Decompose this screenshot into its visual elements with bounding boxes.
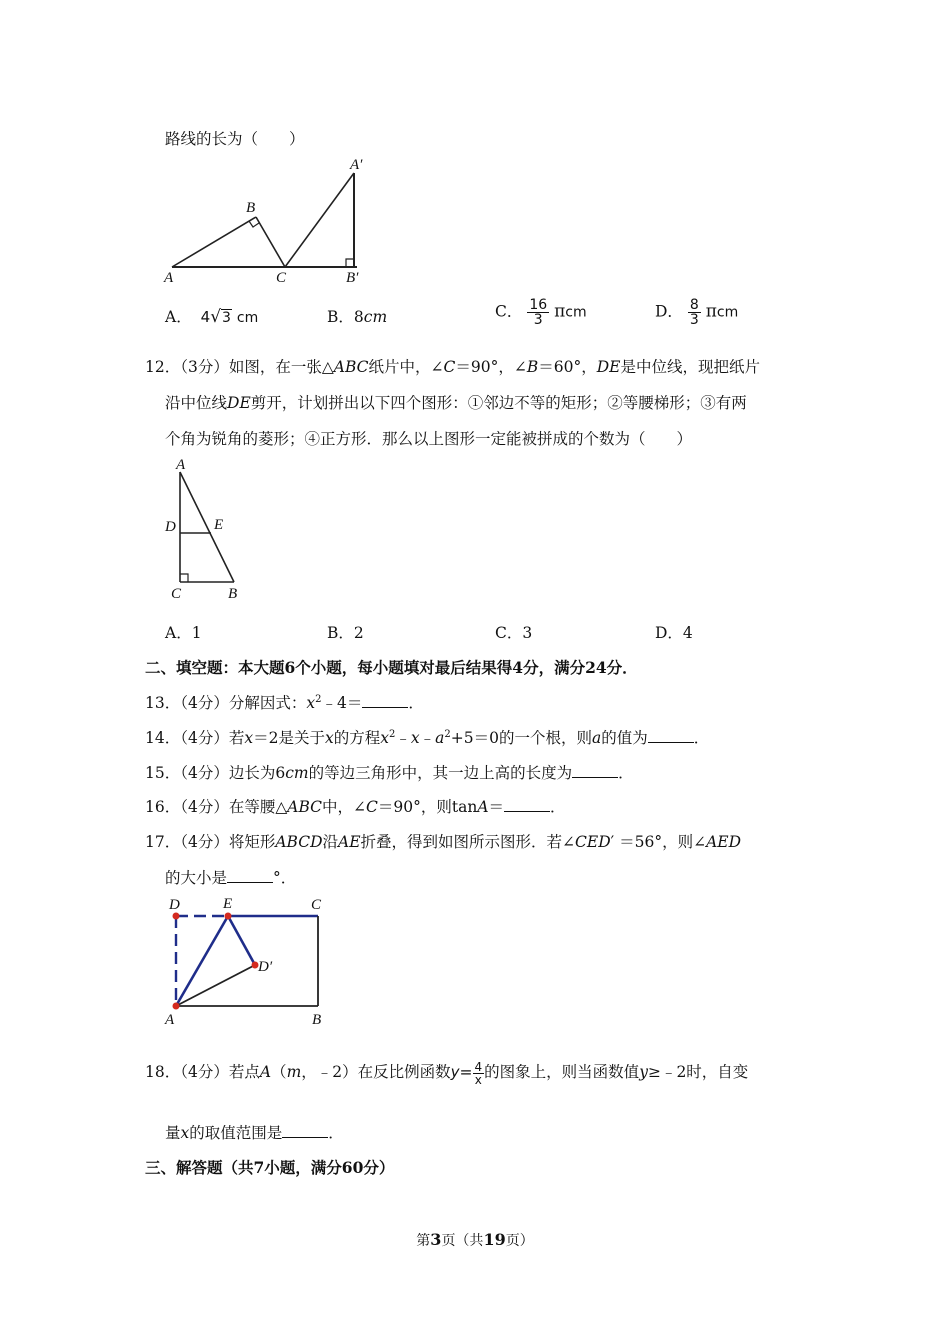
- q18-answer-blank: [282, 1125, 328, 1138]
- section2-heading: 二、填空题：本大题6个小题，每小题填对最后结果得4分，满分24分．: [145, 658, 638, 677]
- fig17-label-d-prime: D′: [258, 959, 273, 975]
- q12-option-a: A．1: [165, 624, 202, 642]
- q17-line1: 17．（4分）将矩形ABCD沿AE折叠，得到如图所示图形．若∠CED′ ＝56°，则∠AED: [145, 833, 742, 851]
- fig11-label-a-prime: A′: [350, 157, 363, 173]
- q11-option-d: D． $\frac{8}{3}$ πcm: [655, 297, 739, 328]
- q15: 15．（4分）边长为6cm的等边三角形中，其一边上高的长度为 ．: [145, 764, 634, 782]
- fig11-label-b-prime: B′: [346, 270, 359, 286]
- fig11-label-a: A: [164, 270, 174, 286]
- q13: 13．（4分）分解因式：$x^2﹣4=$ ．: [145, 693, 424, 712]
- q17-figure: [160, 893, 340, 1033]
- fig17-label-d: D: [169, 897, 180, 913]
- q12-option-d: D．4: [655, 624, 693, 642]
- q13-answer-blank: [362, 695, 408, 708]
- fig11-label-c: C: [276, 270, 287, 286]
- fig17-label-e: E: [223, 896, 233, 912]
- q11-tail: 路线的长为（ ）: [165, 130, 305, 148]
- q18-line2: 量x的取值范围是 ．: [165, 1124, 344, 1142]
- page-footer: 第3页（共19页）: [416, 1230, 534, 1249]
- q12-line2: 沿中位线DE剪开，计划拼出以下四个图形：①邻边不等的矩形；②等腰梯形；③有两: [165, 394, 747, 412]
- fig17-label-c: C: [311, 897, 322, 913]
- section3-heading: 三、解答题（共7小题，满分60分）: [145, 1158, 395, 1177]
- fig12-label-a: A: [176, 457, 186, 473]
- q14: 14．（4分）若x＝2是关于x的方程$x^2﹣x﹣a^2+5=0$的一个根，则a的值为 ．: [145, 728, 710, 747]
- q14-answer-blank: [648, 730, 694, 743]
- fig11-label-b: B: [246, 200, 256, 216]
- q11-option-a: A． 4√3 cm: [165, 307, 259, 327]
- fig12-label-d: D: [165, 519, 176, 535]
- q17-answer-blank: [227, 870, 273, 883]
- q12-option-b: B．2: [327, 624, 364, 642]
- q18-line1: 18．（4分）若点A（m，﹣2）在反比例函数y= $\frac{4}{x}$ 的图象上，则当函数值y≥﹣2时，自变: [145, 1059, 749, 1087]
- q15-answer-blank: [572, 765, 618, 778]
- fig12-label-b: B: [228, 586, 238, 602]
- q17-line2: 的大小是 °．: [165, 869, 297, 887]
- fig17-label-b: B: [312, 1012, 322, 1028]
- fig12-label-e: E: [214, 517, 224, 533]
- q12-line3: 个角为锐角的菱形；④正方形．那么以上图形一定能被拼成的个数为（ ）: [165, 430, 693, 448]
- q11-option-c: C． $\frac{16}{3}$ πcm: [495, 297, 587, 328]
- q12-option-c: C．3: [495, 624, 533, 642]
- q12-figure: [160, 455, 260, 605]
- fig12-label-c: C: [171, 586, 182, 602]
- q16: 16．（4分）在等腰△ABC中，∠C＝90°，则tanA＝ ．: [145, 798, 566, 816]
- fig17-label-a: A: [165, 1012, 175, 1028]
- q11-option-b: B．8cm: [327, 308, 388, 326]
- q16-answer-blank: [504, 799, 550, 812]
- q11-figure: [160, 155, 380, 290]
- q12-line1: 12．（3分）如图，在一张△ABC纸片中，∠C＝90°，∠B＝60°，DE是中位线，现把纸片: [145, 358, 760, 376]
